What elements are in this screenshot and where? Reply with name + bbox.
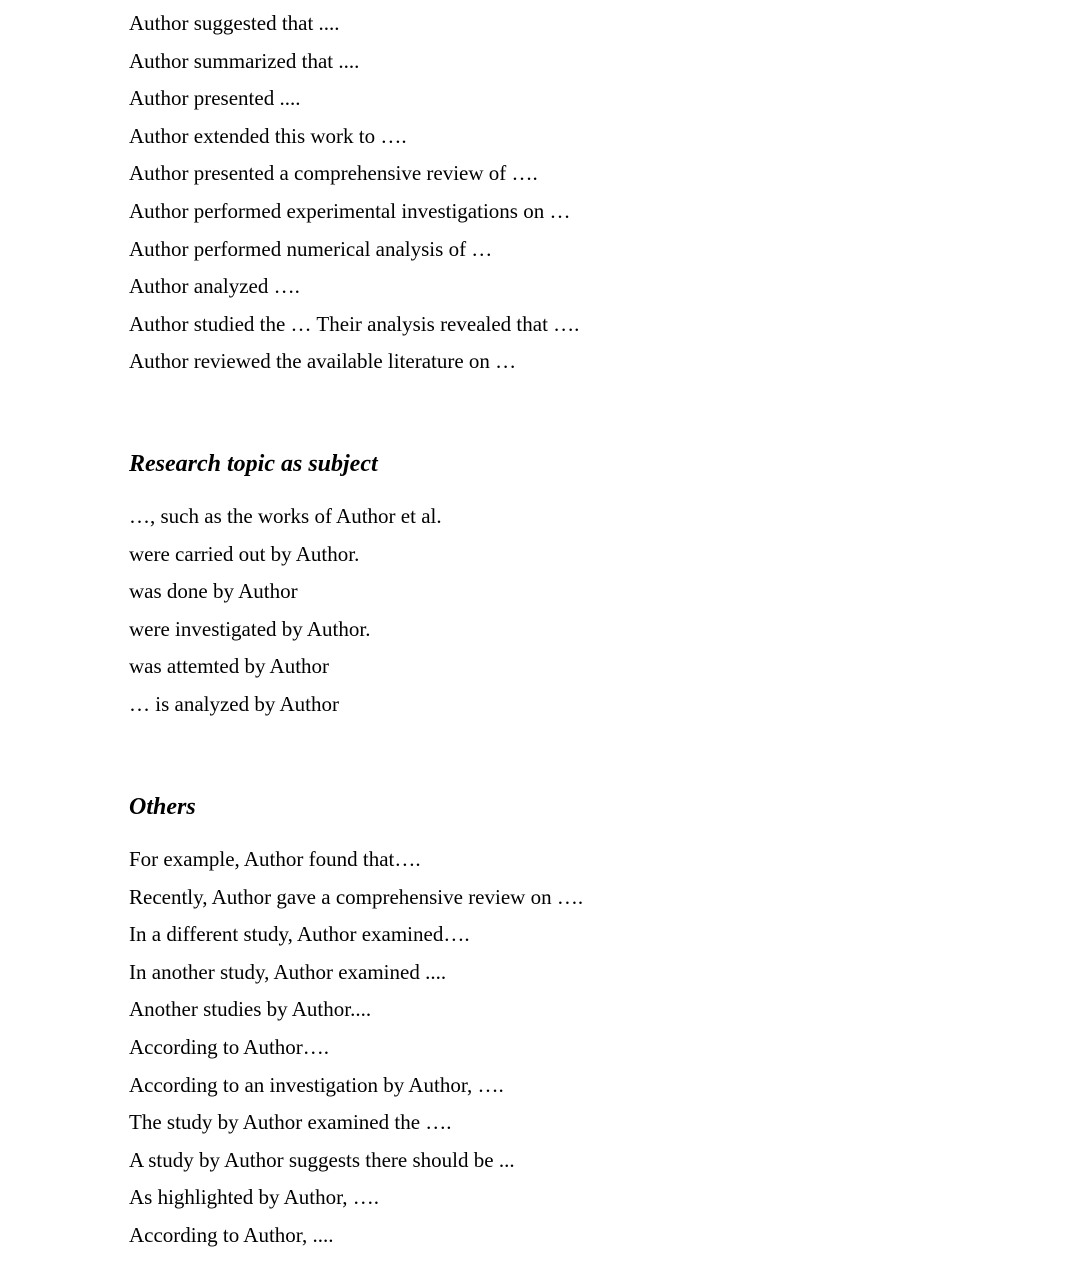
phrase-line: Author performed experimental investigations on … bbox=[129, 198, 571, 223]
phrase-line: Author presented a comprehensive review of …. bbox=[129, 161, 538, 186]
phrase-line: According to Author…. bbox=[129, 1034, 330, 1059]
section-heading-research-topic: Research topic as subject bbox=[129, 451, 378, 477]
phrase-line: were investigated by Author. bbox=[129, 616, 371, 641]
phrase-line: … is analyzed by Author bbox=[129, 691, 339, 716]
phrase-line: Another studies by Author.... bbox=[129, 997, 372, 1022]
section-heading-others: Others bbox=[129, 794, 196, 820]
phrase-line: Author studied the … Their analysis revealed that …. bbox=[129, 311, 580, 336]
phrase-line: A study by Author suggests there should be ... bbox=[129, 1147, 515, 1172]
phrase-line: were carried out by Author. bbox=[129, 541, 360, 566]
phrase-line: In another study, Author examined .... bbox=[129, 959, 447, 984]
phrase-line: Author analyzed …. bbox=[129, 274, 300, 299]
phrase-line: was done by Author bbox=[129, 579, 298, 604]
phrase-line: Author suggested that .... bbox=[129, 11, 340, 35]
author-as-subject-list bbox=[129, 5, 579, 381]
phrase-line: For example, Author found that…. bbox=[129, 847, 421, 871]
phrase-line: Author presented .... bbox=[129, 86, 301, 111]
phrase-line: Author extended this work to …. bbox=[129, 123, 407, 148]
phrase-line: was attemted by Author bbox=[129, 654, 330, 679]
research-topic-list bbox=[129, 498, 442, 724]
phrase-line: According to an investigation by Author, …. bbox=[129, 1072, 504, 1097]
phrase-line: Author summarized that .... bbox=[129, 48, 360, 73]
phrase-line: The study by Author examined the …. bbox=[129, 1110, 452, 1135]
phrase-line: Author reviewed the available literature on … bbox=[129, 349, 517, 374]
phrase-line: As highlighted by Author, …. bbox=[129, 1185, 379, 1210]
phrase-line: …, such as the works of Author et al. bbox=[129, 504, 442, 528]
phrase-line: According to Author, .... bbox=[129, 1222, 334, 1247]
phrase-line: Author performed numerical analysis of … bbox=[129, 236, 493, 261]
others-list bbox=[129, 841, 583, 1255]
phrase-line: Recently, Author gave a comprehensive review on …. bbox=[129, 884, 584, 909]
phrase-line: In a different study, Author examined…. bbox=[129, 922, 470, 947]
